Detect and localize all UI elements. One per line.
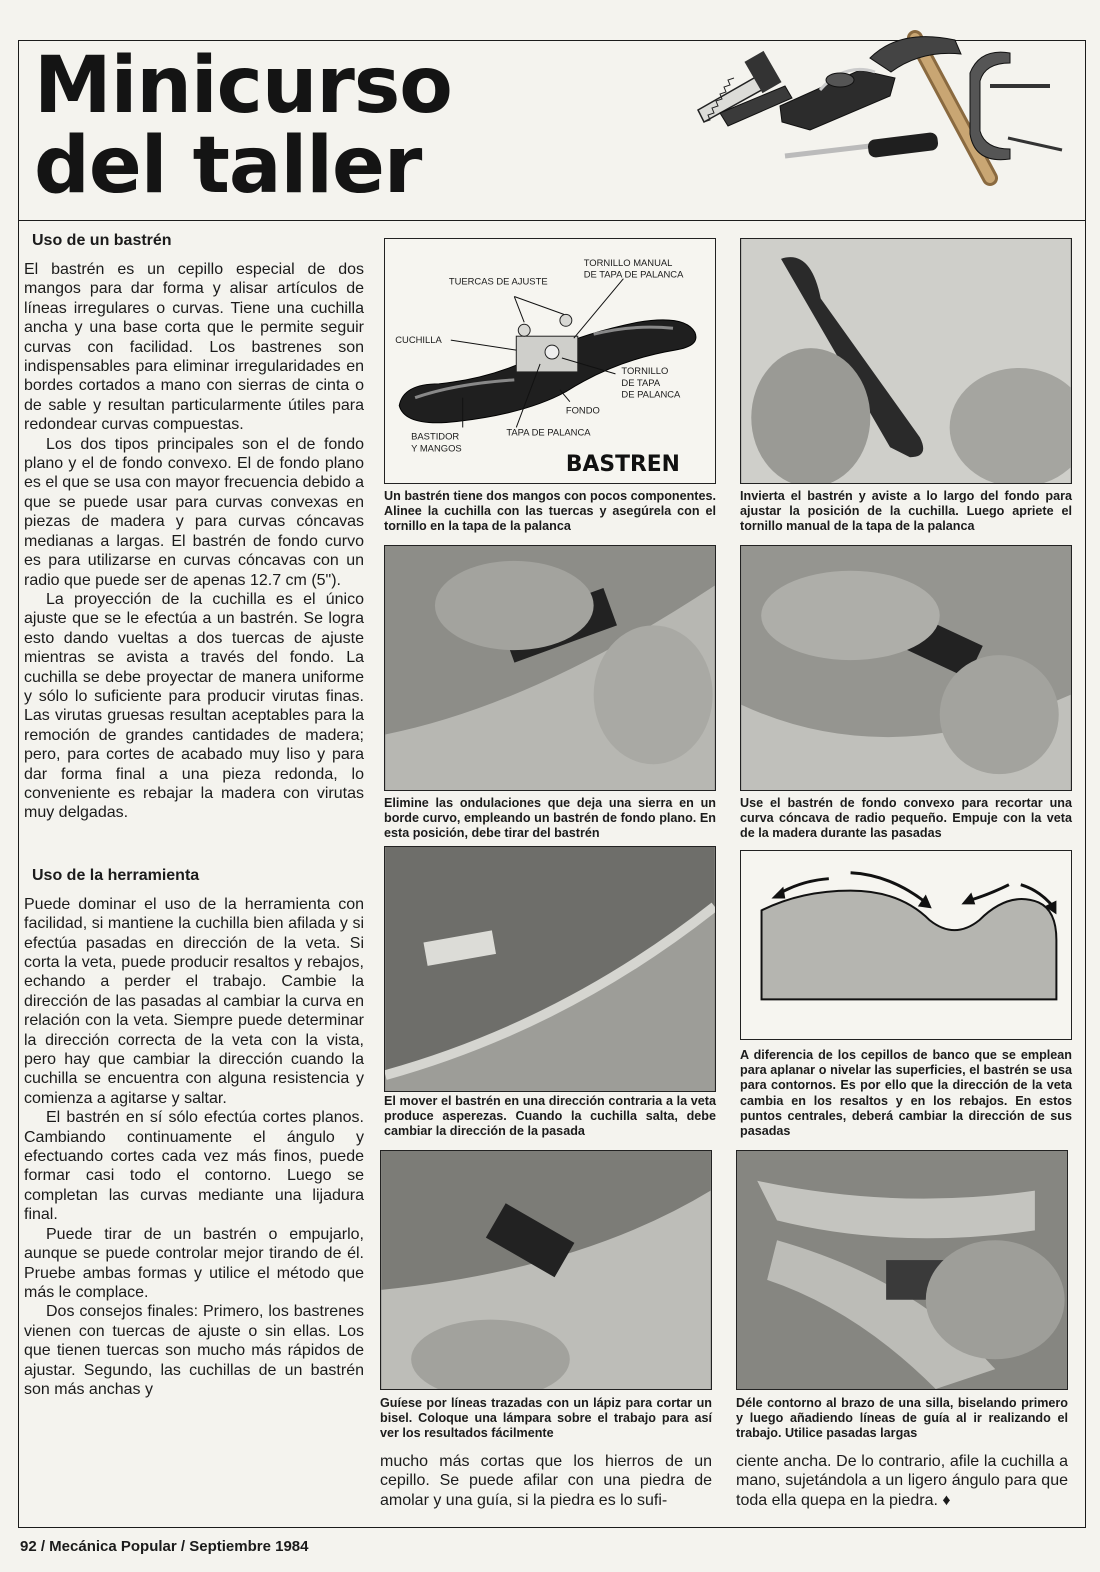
photo-bevel-cut [380,1150,712,1390]
photo-chair-arm [736,1150,1068,1390]
caption-3: Elimine las ondulaciones que deja una sierra en un borde curvo, empleando un bastrén de fondo plano. En esta posición, debe tirar del bastrén [384,796,716,841]
label-tapa: TAPA DE PALANCA [506,426,591,438]
plane-icon [780,69,895,130]
paragraph: El bastrén en sí sólo efectúa cortes planos. Cambiando continuamente el ángulo y efectuando cortes cada vez más finos, puede formar casi todo el contorno. Luego se completan las curvas mediante una lijadura final. [24,1109,364,1224]
clamp-icon [970,52,1062,160]
photo-placeholder [385,847,715,1091]
paragraph: Puede tirar de un bastrén o empujarlo, aunque se puede controlar mejor tirando de él. Pruebe ambas formas y utilice el método que más le complace. [24,1225,364,1301]
section1-body [24,260,364,823]
photo-flat-spokeshave [384,545,716,791]
section-heading-uso-herramienta: Uso de la herramienta [32,866,200,884]
label-tornillo-manual-2: DE TAPA DE PALANCA [583,268,684,280]
header-rule [18,220,1086,221]
label-bastidor-1: BASTIDOR [411,430,460,442]
page-footer: 92 / Mecánica Popular / Septiembre 1984 [20,1538,309,1555]
continuation-middle: mucho más cortas que los hierros de un cepillo. Se puede afilar con una piedra de amolar y una guía, si la piedra es lo sufi- [380,1453,712,1509]
paragraph: Puede dominar el uso de la herramienta con facilidad, si mantiene la cuchilla bien afilada y si efectúa pasadas en dirección de la veta. Si corta la veta, puede producir resaltos y rebajos, echando a perder el trabajo. Cambie la dirección de las pasadas al cambiar la curva en relación con la veta. Siempre puede determinar la dirección correcta de la veta con la vista, pero hay que cambiar la dirección cuando la cuchilla se encuentra con alguna resistencia y comienza a agitarse y saltar. [24,895,364,1107]
diagram-svg [385,239,715,483]
continuation-right: ciente ancha. De lo contrario, afile la cuchilla a mano, sujetándola a un ligero ángulo para que toda ella quepa en la piedra. ♦ [736,1453,1068,1509]
diagram-bastren [384,238,716,484]
paragraph: Los dos tipos principales son el de fondo plano y el de fondo convexo. El de fondo plano es el que se usa con mayor frecuencia debido a que se puede usar para curvas convexas en piezas de madera y para curvas cóncavas medianas a largas. El bastrén de fondo curvo es para utilizarse en curvas cóncavas con un radio que puede ser de apenas 12.7 cm (5"). [24,435,364,589]
section2-body [24,895,364,1400]
paragraph: El bastrén es un cepillo especial de dos mangos para dar forma y alisar artículos de líneas irregulares o curvas. Tiene una cuchilla ancha y una base corta que le permite seguir curvas con facilidad. Los bastrenes son indispensables para eliminar irregularidades en bordes cortados a mano con sierras de cinta o de sable y resultan particularmente útiles para redondear curvas compuestas. [24,261,364,434]
diagram-grain-direction [740,850,1072,1040]
label-tornillo-manual-1: TORNILLO MANUAL [583,256,673,268]
chisel-icon [785,132,939,158]
photo-convex-spokeshave [740,545,1072,791]
tools-illustration [690,18,1070,208]
label-tuercas: TUERCAS DE AJUSTE [448,275,548,287]
photo-placeholder [381,1151,711,1389]
label-tornillo-1: TORNILLO [621,364,669,376]
masthead-line-1: Minicurso [34,41,452,131]
caption-7: Guíese por líneas trazadas con un lápiz para cortar un bisel. Coloque una lámpara sobre el trabajo para así ver los resultados fácilmente [380,1396,712,1441]
photo-placeholder [741,239,1071,483]
caption-4: Use el bastrén de fondo convexo para recortar una curva cóncava de radio pequeño. Empuje con la veta de la madera durante las pasadas [740,796,1072,841]
label-tornillo-3: DE PALANCA [621,388,681,400]
caption-5: El mover el bastrén en una dirección contraria a la veta produce asperezas. Cuando la cuchilla salta, debe cambiar la dirección de la pasada [384,1094,716,1139]
diagram-title: BASTREN [565,452,680,478]
label-tornillo-2: DE TAPA [621,376,661,388]
photo-placeholder [385,546,715,790]
label-bastidor-2: Y MANGOS [411,442,462,454]
label-fondo: FONDO [565,404,600,416]
caption-8: Déle contorno al brazo de una silla, biselando primero y luego añadiendo líneas de guía al ir realizando el trabajo. Utilice pasadas largas [736,1396,1068,1441]
paragraph: Dos consejos finales: Primero, los bastrenes vienen con tuercas de ajuste o sin ellas. Los que tienen tuercas son mucho más rápidos de ajustar. Segundo, las cuchillas de un bastrén son más anchas y [24,1303,364,1398]
caption-2: Invierta el bastrén y aviste a lo largo del fondo para ajustar la posición de la cuchilla. Luego apriete el tornillo manual de la tapa de la palanca [740,489,1072,534]
grain-diagram-svg [741,851,1071,1039]
photo-placeholder [741,546,1071,790]
photo-rough-grain [384,846,716,1092]
left-column [24,232,364,1399]
label-cuchilla: CUCHILLA [395,334,442,346]
caption-1: Un bastrén tiene dos mangos con pocos componentes. Alinee la cuchilla con las tuercas y asegúrela con el tornillo en la tapa de la palanca [384,489,716,534]
photo-placeholder [737,1151,1067,1389]
masthead [34,41,452,211]
section-heading-uso-bastren: Uso de un bastrén [32,232,172,249]
paragraph: La proyección de la cuchilla es el único ajuste que se le efectúa a un bastrén. Se logra esto dando vueltas a dos tuercas de ajuste mientras se avista a través del fondo. La cuchilla se debe proyectar de manera uniforme y sólo lo suficiente para producir virutas finas. Las virutas gruesas resultan aceptables para la remoción de grandes cantidades de madera; pero, para cortes de acabado muy liso y para dar forma final a una pieza redonda, lo conveniente es rebajar la madera con virutas muy delgadas. [24,590,364,822]
caption-6: A diferencia de los cepillos de banco que se emplean para aplanar o nivelar las superficies, el bastrén se usa para contornos. Es por ello que la dirección de la veta cambia en los resaltos y en los rebajos. En estos puntos centrales, deberá cambiar la dirección de sus pasadas [740,1048,1072,1139]
masthead-line-2: del taller [34,121,422,211]
photo-sight-blade [740,238,1072,484]
